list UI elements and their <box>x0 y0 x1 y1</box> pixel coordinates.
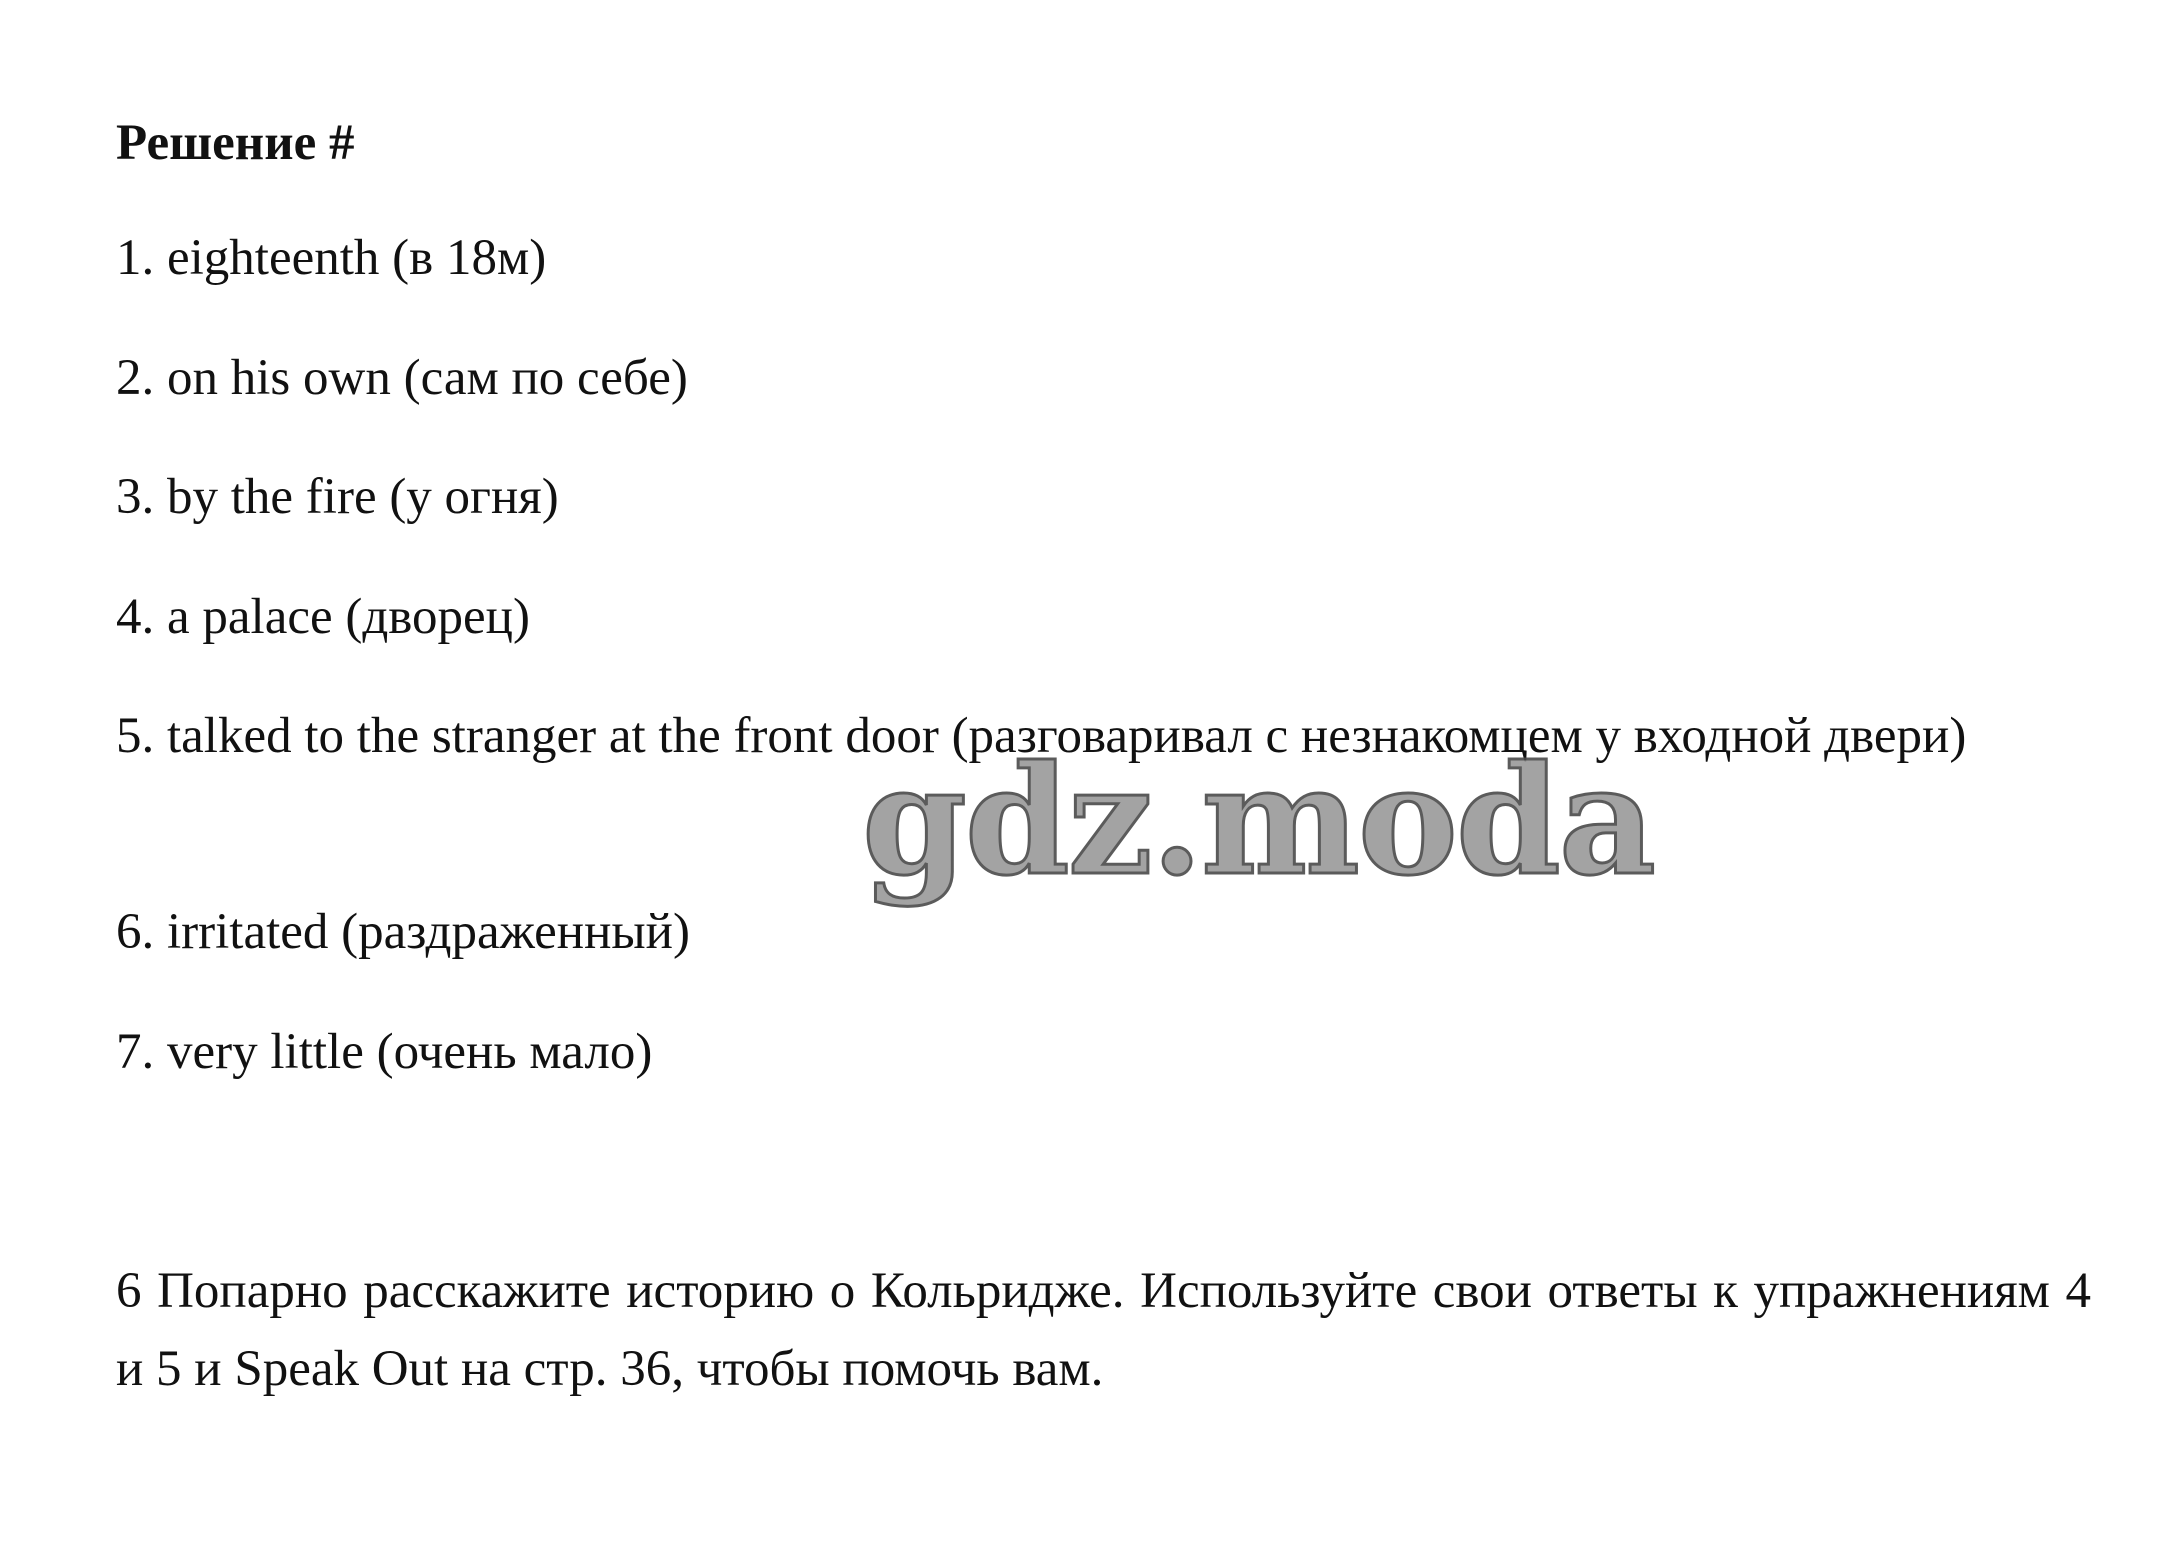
answer-item-7: 7. very little (очень мало) <box>116 1024 653 1080</box>
answer-item-2: 2. on his own (сам по себе) <box>116 350 688 406</box>
answer-item-3: 3. by the fire (у огня) <box>116 469 559 525</box>
task-instruction: 6 Попарно расскажите историю о Кольридже. Используйте свои ответы к упражнениям 4 и 5 и Speak Out на стр. 36, чтобы помочь вам. <box>116 1263 2091 1397</box>
answer-item-4: 4. a palace (дворец) <box>116 589 530 645</box>
solution-heading: Решение # <box>116 115 355 171</box>
answer-item-1: 1. eighteenth (в 18м) <box>116 230 547 286</box>
answer-item-5: 5. talked to the stranger at the front door (разговаривал с незнакомцем у входной двери) <box>116 708 1967 764</box>
answer-item-6: 6. irritated (раздраженный) <box>116 904 690 960</box>
watermark-logo: gdz.moda <box>862 733 1655 909</box>
